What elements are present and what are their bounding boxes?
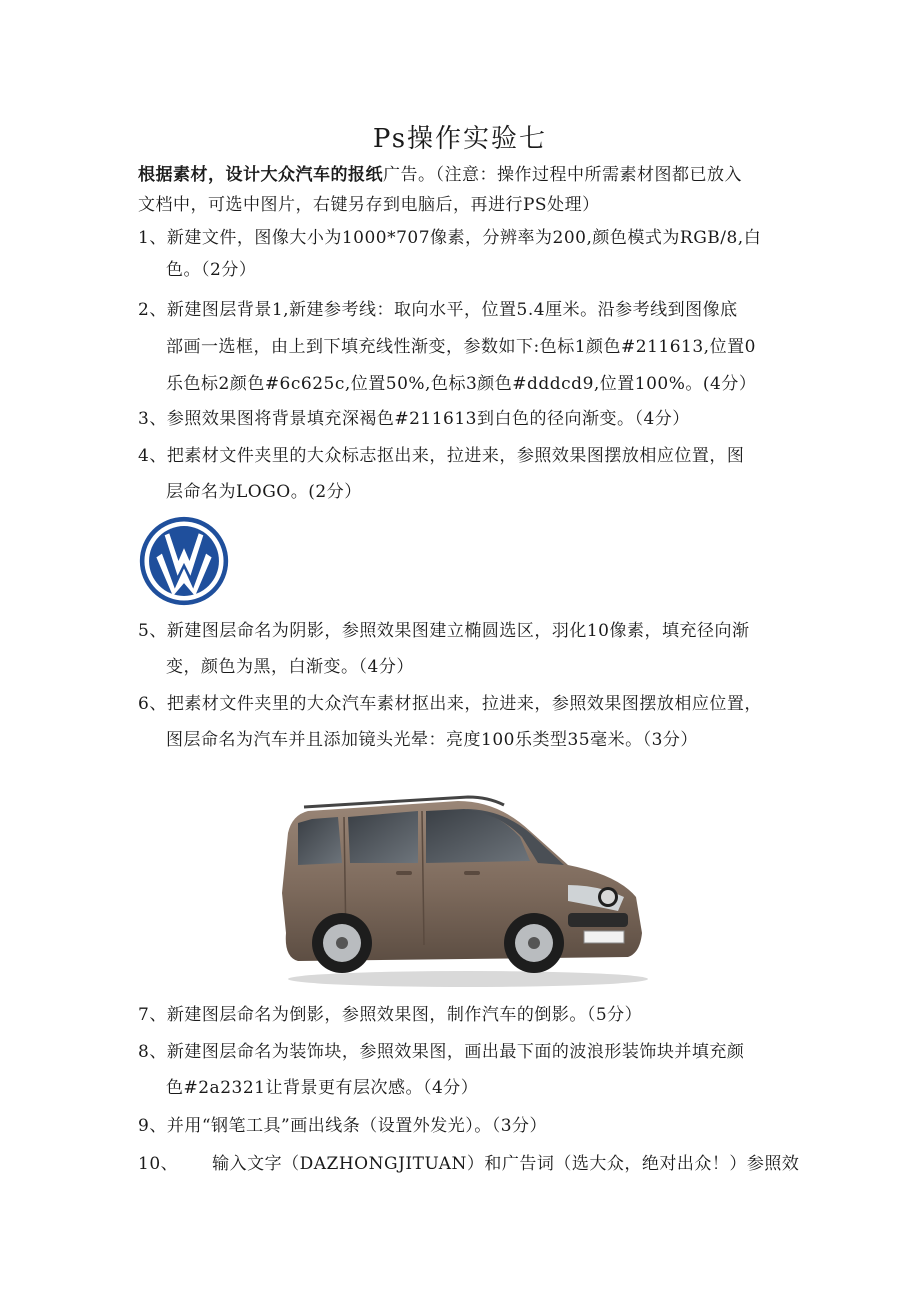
item-text: 参照效果图将背景填充深褐色#211613到白色的径向渐变。（4分） (166, 409, 690, 429)
item-number: 10、 (138, 1154, 179, 1174)
item-number: 3、 (138, 409, 167, 429)
intro-bold-text: 根据素材，设计大众汽车的报纸 (138, 165, 383, 185)
intro-line-1 (138, 160, 788, 190)
item-text: 乐色标2颜色#6c625c,位置50%,色标3颜色#dddcd9,位置100%。(4分） (166, 374, 757, 394)
item-text: 新建图层背景1,新建参考线：取向水平，位置5.4厘米。沿参考线到图像底 (166, 300, 738, 320)
item-text: 新建文件，图像大小为1000*707像素，分辨率为200,颜色模式为RGB/8,白 (166, 228, 762, 248)
item-text: 并用“钢笔工具”画出线条（设置外发光）。（3分） (166, 1116, 548, 1136)
item-number: 9、 (138, 1116, 167, 1136)
item-text: 把素材文件夹里的大众汽车素材抠出来，拉进来，参照效果图摆放相应位置， (166, 694, 762, 714)
instruction-item-6 (138, 688, 788, 756)
item-number: 1、 (138, 228, 167, 248)
item-number: 6、 (138, 694, 167, 714)
instruction-item-1 (138, 222, 788, 286)
instruction-item-4 (138, 440, 788, 508)
item-text: 把素材文件夹里的大众标志抠出来，拉进来，参照效果图摆放相应位置，图 (166, 446, 745, 466)
instruction-item-7 (138, 999, 788, 1031)
item-text: 新建图层命名为倒影，参照效果图，制作汽车的倒影。（5分） (166, 1005, 643, 1025)
item-number: 8、 (138, 1042, 167, 1062)
vw-car-image (268, 793, 650, 991)
instruction-item-8 (138, 1036, 788, 1104)
item-text: 色#2a2321让背景更有层次感。（4分） (166, 1078, 479, 1098)
page-title: Ps操作实验七 (372, 124, 548, 154)
item-text: 输入文字（DAZHONGJITUAN）和广告词（选大众，绝对出众！）参照效 (212, 1154, 800, 1174)
item-number: 2、 (138, 300, 167, 320)
item-text: 色。（2分） (166, 260, 257, 280)
instruction-item-10 (138, 1148, 800, 1180)
instruction-item-5 (138, 615, 788, 683)
item-text: 变，颜色为黑，白渐变。（4分） (166, 657, 414, 677)
item-text: 图层命名为汽车并且添加镜头光晕：亮度100乐类型35毫米。（3分） (166, 730, 698, 750)
item-text: 部画一选框，由上到下填充线性渐变，参数如下:色标1颜色#211613,位置0 (166, 337, 756, 357)
vw-logo-image (138, 515, 230, 607)
item-text: 层命名为LOGO。(2分） (166, 482, 362, 502)
instruction-item-2 (138, 294, 788, 400)
intro-line-2: 文档中，可选中图片，右键另存到电脑后，再进行PS处理） (138, 195, 600, 215)
intro-paragraph (138, 160, 788, 220)
item-number: 5、 (138, 621, 167, 641)
item-number: 4、 (138, 446, 167, 466)
intro-text: 广告。（注意：操作过程中所需素材图都已放入 (383, 165, 742, 185)
item-text: 新建图层命名为装饰块，参照效果图，画出最下面的波浪形装饰块并填充颜 (166, 1042, 745, 1062)
item-text: 新建图层命名为阴影，参照效果图建立椭圆选区，羽化10像素，填充径向渐 (166, 621, 750, 641)
item-number: 7、 (138, 1005, 167, 1025)
instruction-item-9 (138, 1110, 788, 1142)
instruction-item-3 (138, 403, 788, 435)
